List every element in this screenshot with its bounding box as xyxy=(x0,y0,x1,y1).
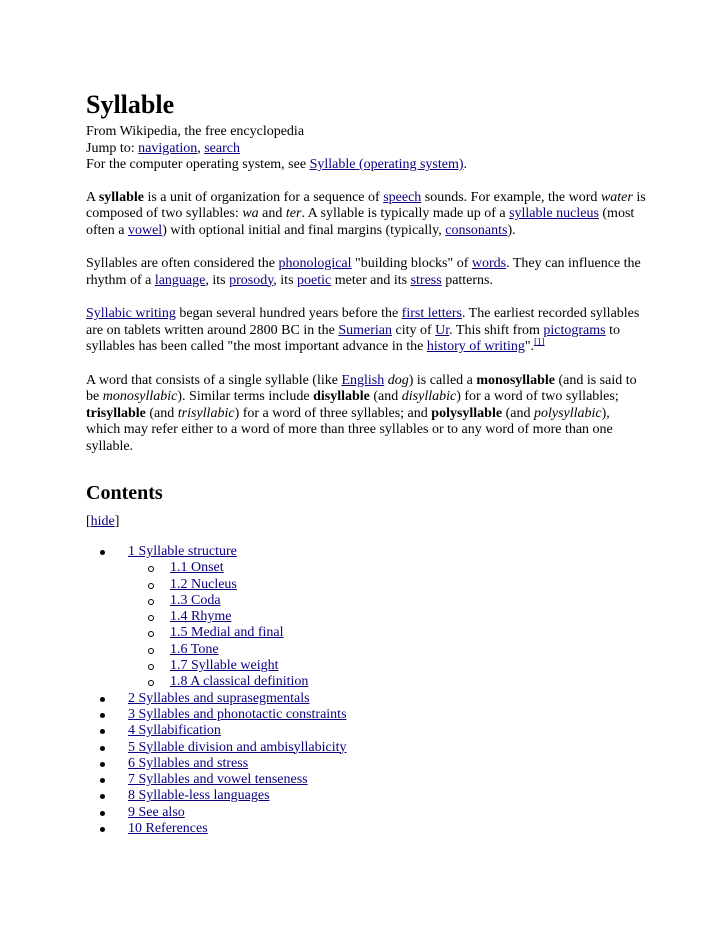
bullet-icon xyxy=(100,811,105,816)
toc-subitem xyxy=(128,674,646,690)
link-speech[interactable]: speech xyxy=(383,189,422,205)
link-pictograms[interactable]: pictograms xyxy=(543,322,606,338)
contents-heading: Contents xyxy=(86,482,163,504)
toc-item xyxy=(86,723,646,739)
toc-link[interactable]: 7 Syllables and vowel tenseness xyxy=(128,772,308,788)
link-english[interactable]: English xyxy=(341,372,385,388)
link-phonological[interactable]: phonological xyxy=(278,256,352,271)
link-syllabic-writing[interactable]: Syllabic writing xyxy=(86,306,176,321)
hatnote-link[interactable]: Syllable (operating system) xyxy=(309,157,464,172)
table-of-contents xyxy=(86,544,646,837)
toc-link[interactable]: 6 Syllables and stress xyxy=(128,755,249,771)
paragraph-history: Syllabic writing began several hundred years before the first letters. The earliest recorded syllables are on tablets written around 2800 BC in the Sumerian city of Ur. This shift from pictograms to syllables has been called "the most important advance in the history of writing".[1] xyxy=(86,306,640,354)
toc-link[interactable]: 9 See also xyxy=(128,804,185,820)
toc-subitem xyxy=(128,560,646,576)
toc-item xyxy=(86,821,646,837)
link-history-of-writing[interactable]: history of writing xyxy=(426,339,525,354)
toc-item xyxy=(86,544,646,691)
circle-bullet-icon xyxy=(148,615,154,621)
link-poetic[interactable]: poetic xyxy=(297,272,332,288)
toc-item xyxy=(86,691,646,707)
toc-link[interactable]: 10 References xyxy=(128,821,208,837)
link-language[interactable]: language xyxy=(154,272,206,288)
paragraph-building-blocks: Syllables are often considered the phonological "building blocks" of words. They can influence the rhythm of a language, its prosody, its poetic meter and its stress patterns. xyxy=(86,256,641,288)
circle-bullet-icon xyxy=(148,631,154,637)
navigation-link[interactable]: navigation xyxy=(138,140,198,156)
bullet-icon xyxy=(100,827,105,832)
circle-bullet-icon xyxy=(148,566,154,572)
toc-sublink[interactable]: 1.5 Medial and final xyxy=(170,625,284,641)
toc-item xyxy=(86,788,646,804)
toc-link[interactable]: 8 Syllable-less languages xyxy=(128,788,270,804)
circle-bullet-icon xyxy=(148,583,154,589)
jump-prefix: Jump to: xyxy=(86,140,139,156)
toc-link[interactable]: 5 Syllable division and ambisyllabicity xyxy=(128,739,347,755)
link-consonants[interactable]: consonants xyxy=(445,222,508,238)
paragraph-definition: A syllable is a unit of organization for a sequence of speech sounds. For example, the word water is composed of two syllables: wa and ter. A syllable is typically made up of a syllable nucleus (most often a vowel) with optional initial and final margins (typically, consonants). xyxy=(86,189,646,238)
circle-bullet-icon xyxy=(148,648,154,654)
article xyxy=(86,90,646,837)
toc-item xyxy=(86,740,646,756)
toc-sublink[interactable]: 1.1 Onset xyxy=(170,560,224,576)
link-syllable-nucleus[interactable]: syllable nucleus xyxy=(509,206,599,221)
tagline: From Wikipedia, the free encyclopedia xyxy=(86,124,305,139)
search-link[interactable]: search xyxy=(204,140,240,156)
toc-subitem xyxy=(128,593,646,609)
toc-item xyxy=(86,707,646,723)
paragraph-terms: A word that consists of a single syllable (like English dog) is called a monosyllable (and is said to be monosyllabic). Similar terms include disyllable (and disyllabic) for a word of two syllables; trisyllable (and trisyllabic) for a word of three syllables; and polysyllable (and polysyllabic), which may refer either to a word of more than three syllables or to any word of more than one syllable. xyxy=(86,372,637,454)
term-syllable: syllable xyxy=(98,189,144,205)
circle-bullet-icon xyxy=(148,599,154,605)
jump-links xyxy=(86,141,646,158)
toc-hide-link[interactable]: hide xyxy=(90,514,115,529)
toc-sublink[interactable]: 1.7 Syllable weight xyxy=(170,658,279,674)
toc-sublist xyxy=(128,560,646,690)
toc-subitem xyxy=(128,658,646,674)
link-ur[interactable]: Ur xyxy=(435,322,450,338)
bullet-icon xyxy=(100,729,105,734)
toc-link[interactable]: 3 Syllables and phonotactic constraints xyxy=(128,706,347,722)
toc-subitem xyxy=(128,577,646,593)
toc-sublink[interactable]: 1.8 A classical definition xyxy=(170,674,309,690)
toc-item xyxy=(86,805,646,821)
hatnote xyxy=(86,157,646,174)
toc-sublink[interactable]: 1.2 Nucleus xyxy=(170,576,237,592)
link-prosody[interactable]: prosody xyxy=(229,272,274,288)
toc-item xyxy=(86,756,646,772)
article-meta xyxy=(86,124,646,174)
toc-link[interactable]: 1 Syllable structure xyxy=(128,544,237,559)
bullet-icon xyxy=(100,550,105,555)
circle-bullet-icon xyxy=(148,664,154,670)
toc-toggle: [hide] xyxy=(86,514,120,529)
bullet-icon xyxy=(100,713,105,718)
page-title: Syllable xyxy=(86,90,175,119)
link-first-letters[interactable]: first letters xyxy=(401,306,462,321)
toc-subitem xyxy=(128,609,646,625)
toc-sublink[interactable]: 1.4 Rhyme xyxy=(170,609,232,625)
bullet-icon xyxy=(100,762,105,767)
hatnote-text: For the computer operating system, see xyxy=(86,157,310,172)
hatnote-suffix: . xyxy=(463,157,468,172)
toc-link[interactable]: 2 Syllables and suprasegmentals xyxy=(128,690,310,706)
bullet-icon xyxy=(100,778,105,783)
bullet-icon xyxy=(100,697,105,702)
toc-subitem xyxy=(128,625,646,641)
toc-subitem xyxy=(128,642,646,658)
toc-sublink[interactable]: 1.6 Tone xyxy=(170,641,219,657)
link-stress[interactable]: stress xyxy=(410,272,442,288)
bullet-icon xyxy=(100,794,105,799)
reference-1-link[interactable]: [1] xyxy=(534,336,545,347)
toc-link[interactable]: 4 Syllabification xyxy=(128,723,221,739)
circle-bullet-icon xyxy=(148,680,154,686)
bullet-icon xyxy=(100,746,105,751)
link-words[interactable]: words xyxy=(471,256,507,271)
toc-item xyxy=(86,772,646,788)
link-vowel[interactable]: vowel xyxy=(127,222,163,238)
toc-sublink[interactable]: 1.3 Coda xyxy=(170,592,221,608)
jump-separator: , xyxy=(197,140,205,156)
link-sumerian[interactable]: Sumerian xyxy=(338,322,392,338)
